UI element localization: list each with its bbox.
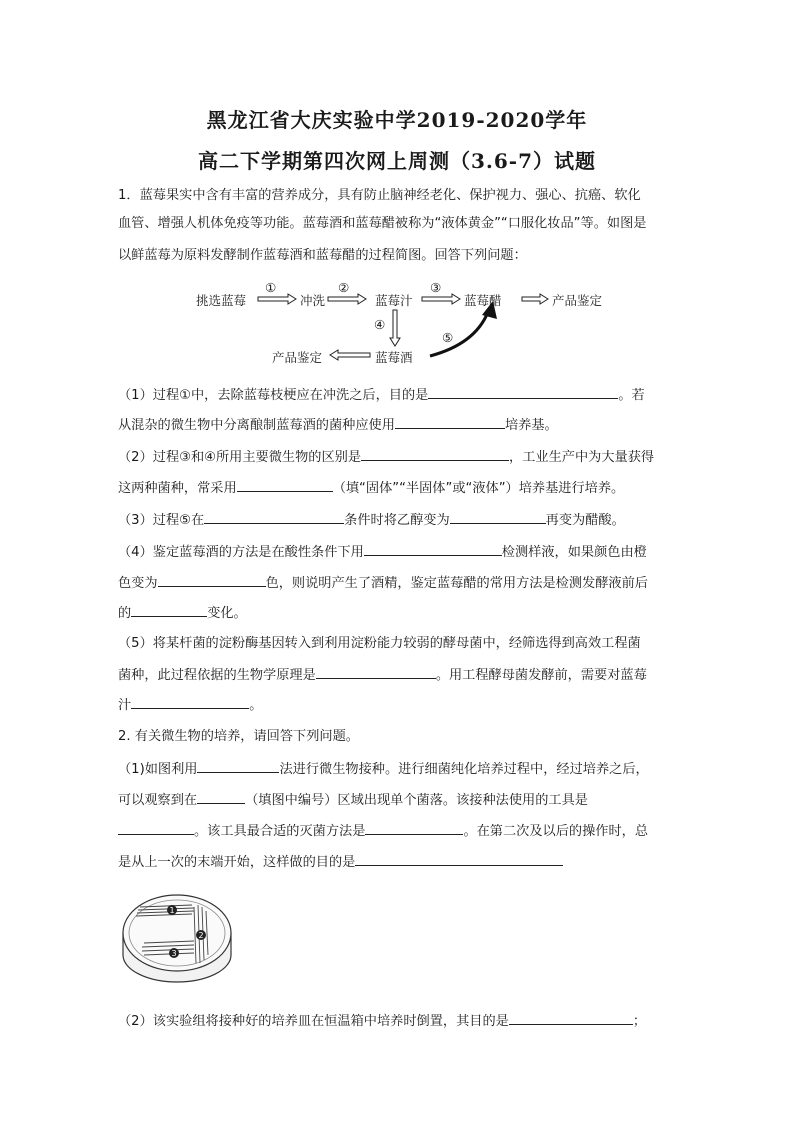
q1-part5-text-d: 汁 [118,698,132,713]
q1-part1-text-c: 从混杂的微生物中分离酿制蓝莓酒的菌种应使用 [118,418,395,433]
q1-part5-text-c: 。用工程酵母菌发酵前，需要对蓝莓 [435,668,647,683]
answer-blank[interactable] [131,602,207,617]
flow-juice: 蓝莓汁 [375,293,413,308]
flow-step-1: ① [265,280,277,295]
q2-part1-text-a: （1)如图利用 [118,762,198,777]
q1-part4-text-c: 色变为 [118,576,158,591]
flow-select-berries: 挑选蓝莓 [196,293,247,308]
answer-blank[interactable] [316,664,436,679]
q1-part2-text-a: （2）过程③和④所用主要微生物的区别是 [118,450,362,465]
process-flow-diagram [190,282,630,372]
q1-intro-line1: 1．蓝莓果实中含有丰富的营养成分，具有防止脑神经老化、保护视力、强心、抗癌、软化 [118,188,641,203]
q1-part4-line2 [118,572,648,594]
region-3-label: 3 [171,949,177,958]
arrow-2 [328,294,366,304]
q1-intro-line2: 血管、增强人机体免疫等功能。蓝莓酒和蓝莓醋被称为“液体黄金”“口服化妆品”等。如图是 [118,216,647,231]
answer-blank[interactable] [118,820,194,835]
q1-part2-text-b: ，工业生产中为大量获得 [509,450,655,465]
petri-dish-drawing [120,885,235,985]
q1-part3-line [118,509,625,531]
answer-blank[interactable] [395,414,505,429]
arrow-4 [390,310,400,346]
region-1-label: 1 [169,906,175,915]
q2-part1-text-g: 是从上一次的末端开始，这样做的目的是 [118,855,356,870]
q1-part3-text-c: 再变为醋酸。 [545,513,625,528]
answer-blank[interactable] [428,384,618,399]
q1-intro-line3: 以鲜蓝莓为原料发酵制作蓝莓酒和蓝莓醋的过程简图。回答下列问题： [118,248,527,263]
q2-part1-text-b: 法进行微生物接种。进行细菌纯化培养过程中，经过培养之后， [279,762,649,777]
petri-dish-streak-figure [120,885,235,985]
q1-part4-text-b: 检测样液，如果颜色由橙 [501,545,647,560]
flow-step-5: ⑤ [442,330,454,345]
answer-blank[interactable] [364,541,502,556]
answer-blank[interactable] [204,509,344,524]
flow-wine: 蓝莓酒 [375,350,413,365]
q2-heading: 2. 有关微生物的培养，请回答下列问题。 [118,729,359,744]
q1-part2-line2 [118,477,624,499]
flow-step-2: ② [338,280,350,295]
q1-part1-text-a: （1）过程①中，去除蓝莓枝梗应在冲洗之后，目的是 [118,388,429,403]
q2-part1-line1 [118,758,649,780]
q1-part1-line2 [118,414,558,436]
answer-blank[interactable] [237,477,333,492]
q1-part4-text-f: 变化。 [207,606,247,621]
flow-step-3: ③ [430,280,442,295]
flow-identify-wine: 产品鉴定 [272,350,323,365]
answer-blank[interactable] [197,758,279,773]
arrow-identify-wine [330,350,370,360]
answer-blank[interactable] [131,694,249,709]
arrow-1 [258,294,296,304]
q1-part4-line3 [118,602,247,624]
q1-part4-line1 [118,541,647,563]
q1-part5-line1: （5）将某杆菌的淀粉酶基因转入到利用淀粉能力较弱的酵母菌中，经筛选得到高效工程菌 [118,636,641,651]
q1-part4-text-d: 色，则说明产生了酒精，鉴定蓝莓醋的常用方法是检测发酵液前后 [265,576,648,591]
q1-part5-text-b: 菌种，此过程依据的生物学原理是 [118,668,316,683]
answer-blank[interactable] [197,789,245,804]
q1-part1-line1 [118,384,645,406]
q1-part5-text-e: 。 [249,698,263,713]
arrow-5-curve [430,312,488,356]
q1-part3-text-a: （3）过程⑤在 [118,513,205,528]
arrow-identify [522,294,548,304]
q2-part2-line [118,1010,646,1032]
page-title-line2: 高二下学期第四次网上周测（3.6-7）试题 [197,149,596,173]
q1-part5-line2 [118,664,647,686]
q2-part1-line4 [118,851,563,873]
region-2-label: 2 [198,931,204,940]
answer-blank[interactable] [450,509,546,524]
q2-part2-text-b: ； [632,1014,647,1029]
q1-part4-text-a: （4）鉴定蓝莓酒的方法是在酸性条件下用 [118,545,364,560]
answer-blank[interactable] [355,851,563,866]
q2-part1-text-d: （填图中编号）区域出现单个菌落。该接种法使用的工具是 [245,793,588,808]
flow-wash: 冲洗 [300,293,326,308]
q2-part1-text-f: 。在第二次及以后的操作时，总 [463,824,649,839]
flow-step-4: ④ [374,317,386,332]
page-title-line1: 黑龙江省大庆实验中学2019-2020学年 [206,108,588,132]
q1-part3-text-b: 条件时将乙醇变为 [344,513,450,528]
q2-part1-text-c: 可以观察到在 [118,793,198,808]
q1-part5-line3 [118,694,262,716]
q1-part2-line1 [118,446,654,468]
q1-part4-text-e: 的 [118,606,132,621]
q2-part1-line3 [118,820,648,842]
flow-vinegar: 蓝莓醋 [464,293,502,308]
q1-part2-text-c: 这两种菌种，常采用 [118,481,237,496]
arrow-3 [422,294,460,304]
flow-identify-vinegar: 产品鉴定 [552,293,603,308]
q2-part1-line2 [118,789,588,811]
q1-part1-text-d: 培养基。 [504,418,558,433]
answer-blank[interactable] [509,1010,633,1025]
q2-part1-text-e: 。该工具最合适的灭菌方法是 [194,824,366,839]
q2-part2-text-a: （2）该实验组将接种好的培养皿在恒温箱中培养时倒置，其目的是 [118,1014,509,1029]
q1-part1-text-b: 。若 [618,388,645,403]
answer-blank[interactable] [361,446,509,461]
answer-blank[interactable] [365,820,463,835]
answer-blank[interactable] [158,572,266,587]
q1-part2-text-d: （填“固体”“半固体”或“液体”）培养基进行培养。 [332,481,625,496]
